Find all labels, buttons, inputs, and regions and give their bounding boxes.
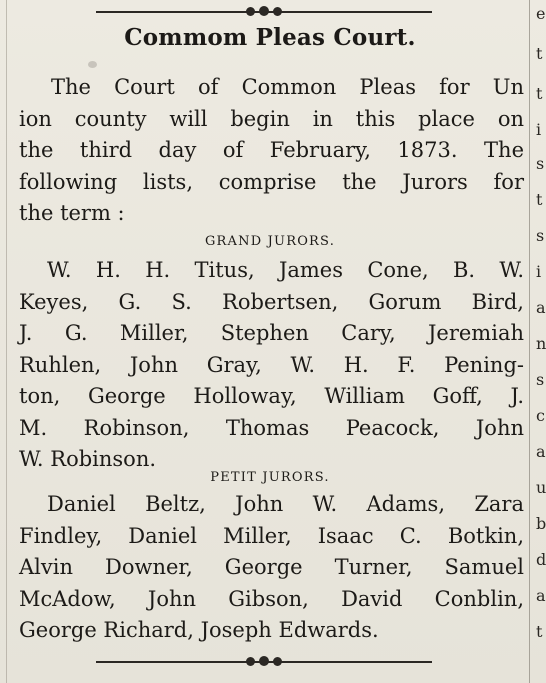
petit-jurors-heading: PETIT JURORS. bbox=[210, 470, 330, 485]
edge-fragment: a bbox=[536, 586, 546, 605]
petit-jurors-line: Daniel Beltz, John W. Adams, Zara bbox=[47, 492, 524, 516]
petit-jurors-line: Alvin Downer, George Turner, Samuel bbox=[19, 555, 524, 579]
adjacent-column-fragments bbox=[536, 0, 546, 683]
grand-jurors-line: Keyes, G. S. Robertsen, Gorum Bird, bbox=[19, 289, 524, 314]
edge-fragment: i bbox=[536, 262, 542, 281]
article-headline: Commom Pleas Court. bbox=[124, 24, 416, 51]
bottom-ornament-rule bbox=[96, 656, 432, 668]
grand-jurors-line: J. G. Miller, Stephen Cary, Jeremiah bbox=[19, 321, 524, 345]
intro-line: the term : bbox=[19, 201, 125, 225]
edge-fragment: i bbox=[536, 120, 542, 139]
top-ornament-rule bbox=[96, 6, 432, 18]
edge-fragment: b bbox=[536, 514, 546, 533]
intro-line: the third day of February, 1873. The bbox=[19, 138, 524, 162]
edge-fragment: a bbox=[536, 298, 546, 317]
edge-fragment: t bbox=[536, 622, 543, 641]
edge-fragment: u bbox=[536, 478, 546, 497]
grand-jurors-line: ton, George Holloway, William Goff, J. bbox=[19, 384, 524, 408]
intro-line: ion county will begin in this place on bbox=[19, 106, 524, 131]
intro-line: following lists, comprise the Jurors for bbox=[19, 169, 524, 194]
grand-jurors-line: W. H. H. Titus, James Cone, B. W. bbox=[47, 258, 524, 282]
edge-fragment: s bbox=[536, 154, 545, 173]
grand-jurors-line: Ruhlen, John Gray, W. H. F. Pening- bbox=[19, 352, 524, 377]
edge-fragment: n bbox=[536, 334, 546, 353]
edge-fragment: e bbox=[536, 4, 546, 23]
edge-fragment: t bbox=[536, 84, 543, 103]
petit-jurors-list bbox=[19, 489, 524, 647]
petit-jurors-line: George Richard, Joseph Edwards. bbox=[19, 618, 379, 642]
edge-fragment: a bbox=[536, 442, 546, 461]
grand-jurors-line: M. Robinson, Thomas Peacock, John bbox=[19, 415, 524, 440]
ink-blot bbox=[88, 61, 97, 68]
edge-fragment: s bbox=[536, 370, 545, 389]
edge-fragment: d bbox=[536, 550, 546, 569]
left-column-rule bbox=[6, 0, 7, 683]
edge-fragment: c bbox=[536, 406, 545, 425]
edge-fragment: s bbox=[536, 226, 545, 245]
edge-fragment: t bbox=[536, 190, 543, 209]
grand-jurors-list bbox=[19, 255, 524, 476]
edge-fragment: t bbox=[536, 44, 543, 63]
petit-jurors-line: Findley, Daniel Miller, Isaac C. Botkin, bbox=[19, 523, 524, 548]
grand-jurors-heading: GRAND JURORS. bbox=[204, 234, 336, 249]
grand-jurors-line: W. Robinson. bbox=[19, 447, 157, 471]
petit-jurors-line: McAdow, John Gibson, David Conblin, bbox=[19, 586, 524, 611]
right-column-rule bbox=[529, 0, 530, 683]
intro-line: The Court of Common Pleas for Un bbox=[51, 75, 524, 99]
intro-paragraph bbox=[19, 72, 524, 230]
